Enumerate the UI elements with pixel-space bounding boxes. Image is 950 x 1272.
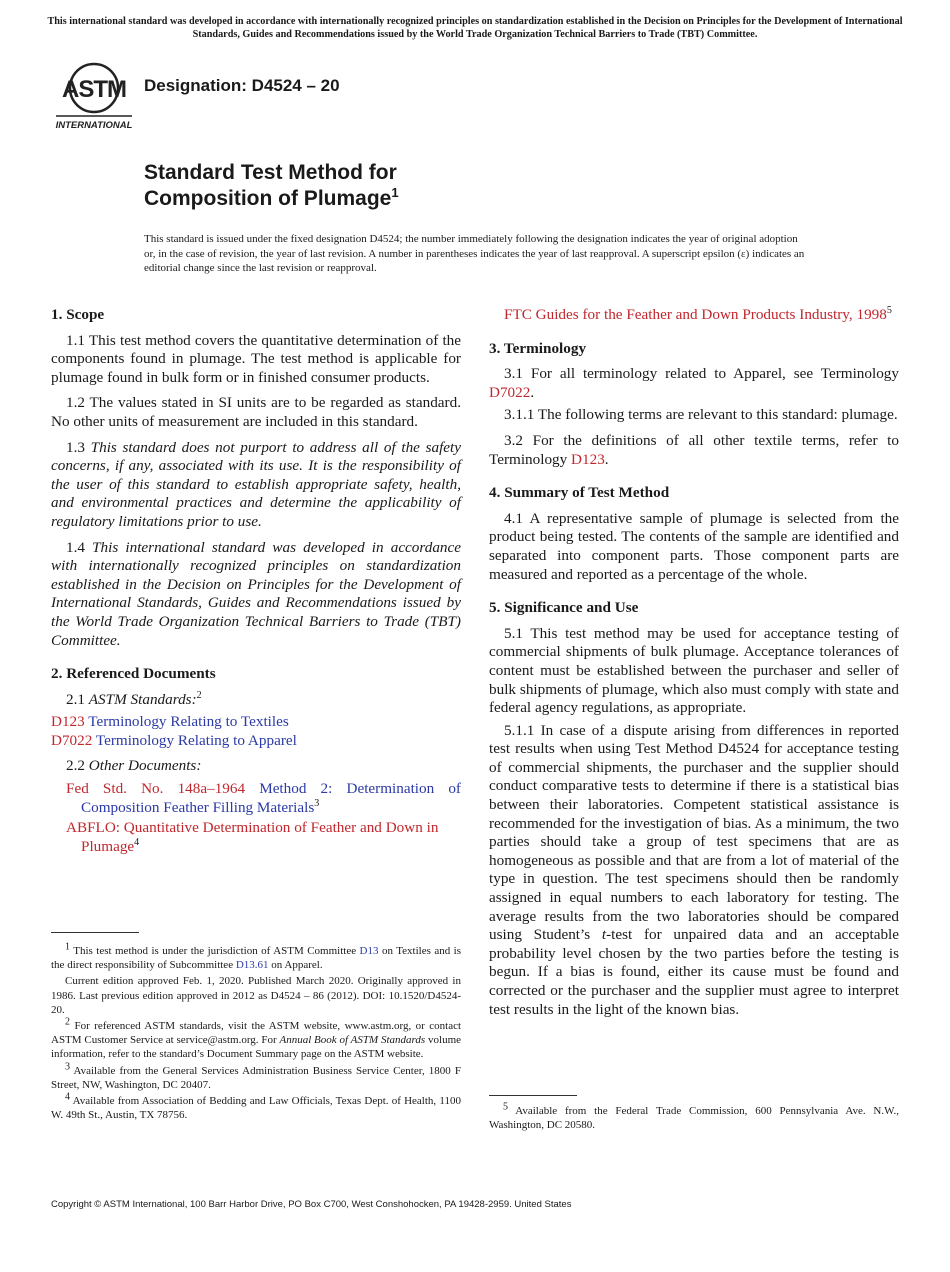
paragraph-1-1: 1.1 This test method covers the quantitative determination of the components found in plumage. The test method is applicable for plumage found in bulk form or in finished consumer products. [51, 331, 461, 386]
section-heading-significance: 5. Significance and Use [489, 599, 639, 617]
footnote-5: $^5$ Available from the Federal Trade Commission, 600 Pennsylvania Ave. N.W., Washington, DC 20580. [489, 1101, 899, 1132]
footnote-1: $^1$ This test method is under the jurisdiction of ASTM Committee D13 on Textiles and is the direct responsibility of Subcommittee D13.61 on Apparel. [51, 941, 461, 972]
link-d13-61[interactable]: D13.61 [235, 959, 269, 972]
paragraph-1-4: 1.4 This international standard was developed in accordance with internationally recognized principles on standardization established in the Decision on Principles for the Development of International Standards, Guides and Recommendations issued by the World Trade Organization Technical Barriers to Trade (TBT) Committee. [51, 538, 462, 649]
paragraph-1-2: 1.2 The values stated in SI units are to be regarded as standard. No other units of measurement are included in this standard. [51, 394, 461, 430]
right-column [489, 306, 899, 1026]
section-heading-scope: 1. Scope [51, 306, 105, 323]
reference-ftc-guides[interactable]: FTC Guides for the Feather and Down Products Industry, 1998$^5$ [504, 304, 892, 323]
copyright-footer: Copyright © ASTM International, 100 Barr Harbor Drive, PO Box C700, West Conshohocken, PA 19428-2959. United States [51, 1199, 572, 1210]
link-d123[interactable]: D123 [571, 450, 605, 468]
footnote-2: $^2$ For referenced ASTM standards, visit the ASTM website, www.astm.org, or contact ASTM Customer Service at service@astm.org. For Annual Book of ASTM Standards volume information, refer to the standard’s Document Summary page on the ASTM website. [51, 1016, 462, 1061]
paragraph-3-2: 3.2 For the definitions of all other textile terms, refer to Terminology D123. [489, 431, 899, 468]
paragraph-3-1: 3.1 For all terminology related to Apparel, see Terminology D7022. [489, 365, 899, 401]
reference-d7022[interactable]: D7022 Terminology Relating to Apparel [51, 731, 297, 749]
footnote-1-edition: Current edition approved Feb. 1, 2020. Published March 2020. Originally approved in 1986. Last previous edition approved in 2012 as D4524 – 86 (2012). DOI: 10.1520/D4524-20. [51, 975, 461, 1016]
astm-logo [52, 58, 136, 134]
left-column [51, 306, 461, 856]
top-note: This international standard was developed in accordance with internationally recognized principles on standardization established in the Decision on Principles for the Development of International Standards, Guides and Recommendations issued by the World Trade Organization Technical Barriers to Trade (TBT) Committee. [47, 16, 903, 40]
link-d7022[interactable]: D7022 [489, 383, 531, 401]
footnote-divider-left [51, 932, 139, 933]
section-heading-summary: 4. Summary of Test Method [489, 484, 670, 502]
paragraph-1-3: 1.3 This standard does not purport to address all of the safety concerns, if any, associated with its use. It is the responsibility of the user of this standard to establish appropriate safety, health, and environmental practices and determine the applicability of regulatory limitations prior to use. [51, 438, 462, 530]
page-title: Standard Test Method for Composition of Plumage$^1$ [144, 161, 399, 210]
footnotes-left [51, 941, 462, 1124]
paragraph-3-1-1: 3.1.1 The following terms are relevant to this standard: plumage. [504, 406, 898, 424]
svg-text:INTERNATIONAL: INTERNATIONAL [55, 120, 133, 131]
section-heading-terminology: 3. Terminology [489, 339, 587, 357]
link-d13[interactable]: D13 [359, 945, 379, 957]
paragraph-5-1-1: 5.1.1 In case of a dispute arising from differences in reported test results when using Test Method D4524 for acceptance testing of commercial shipments, the purchaser and the supplier should conduct comparative tests to determine if there is a statistical bias between their laboratories. Competent statistical assistance is recommended for the investigation of bias. As a minimum, the two parties should take a group of test specimens that are as homogeneous as possible and that are from a lot of material of the type in question. The test specimens should then be randomly assigned in equal numbers to each laboratory for testing. The average results from the two laboratories should be compared using Student’s t-test for unpaired data and an acceptable probability level chosen by the two parties before the testing is begun. If a bias is found, either its cause must be found and corrected or the purchaser and the supplier must agree to interpret test results in the light of the known bias. [489, 721, 900, 1018]
paragraph-4-1: 4.1 A representative sample of plumage is selected from the product being tested. The contents of the sample are identified and separated into component parts. Those component parts are measured and reported as a percentage of the whole. [489, 509, 899, 583]
paragraph-5-1: 5.1 This test method may be used for acceptance testing of commercial shipments of bulk plumage. Acceptance tolerances of content must be established between the purchaser and seller of bulk shipments of plumage, which also must comply with state and federal agency regulations, as appropriate. [489, 624, 899, 717]
paragraph-2-2: 2.2 Other Documents: [66, 757, 202, 775]
reference-abflo[interactable]: ABFLO: Quantitative Determination of Feather and Down in Plumage$^4$ [66, 819, 439, 855]
reference-fed-std[interactable]: Fed Std. No. 148a–1964 Method 2: Determination of Composition Feather Filling Materials$^3$ [66, 780, 461, 816]
reference-d123[interactable]: D123 Terminology Relating to Textiles [51, 713, 289, 731]
footnotes-right [489, 1101, 899, 1134]
footnote-4: $^4$ Available from Association of Bedding and Law Officials, Texas Dept. of Health, 1100 W. 49th St., Austin, TX 78756. [51, 1091, 461, 1122]
footnote-divider-right [489, 1095, 577, 1096]
footnote-3: $^3$ Available from the General Services Administration Business Service Center, 1800 F Street, NW, Washington, DC 20407. [51, 1060, 461, 1091]
issued-note: This standard is issued under the fixed designation D4524; the number immediately following the designation indicates the year of original adoption or, in the case of revision, the year of last revision. A number in parentheses indicates the year of last reapproval. A superscript epsilon (ε) indicates an editorial change since the last revision or reapproval. [144, 233, 805, 274]
designation: Designation: D4524 – 20 [144, 76, 340, 95]
paragraph-2-1: 2.1 ASTM Standards:$^2$ [66, 689, 202, 708]
svg-text:ASTM: ASTM [62, 76, 126, 103]
section-heading-referenced: 2. Referenced Documents [51, 665, 216, 683]
